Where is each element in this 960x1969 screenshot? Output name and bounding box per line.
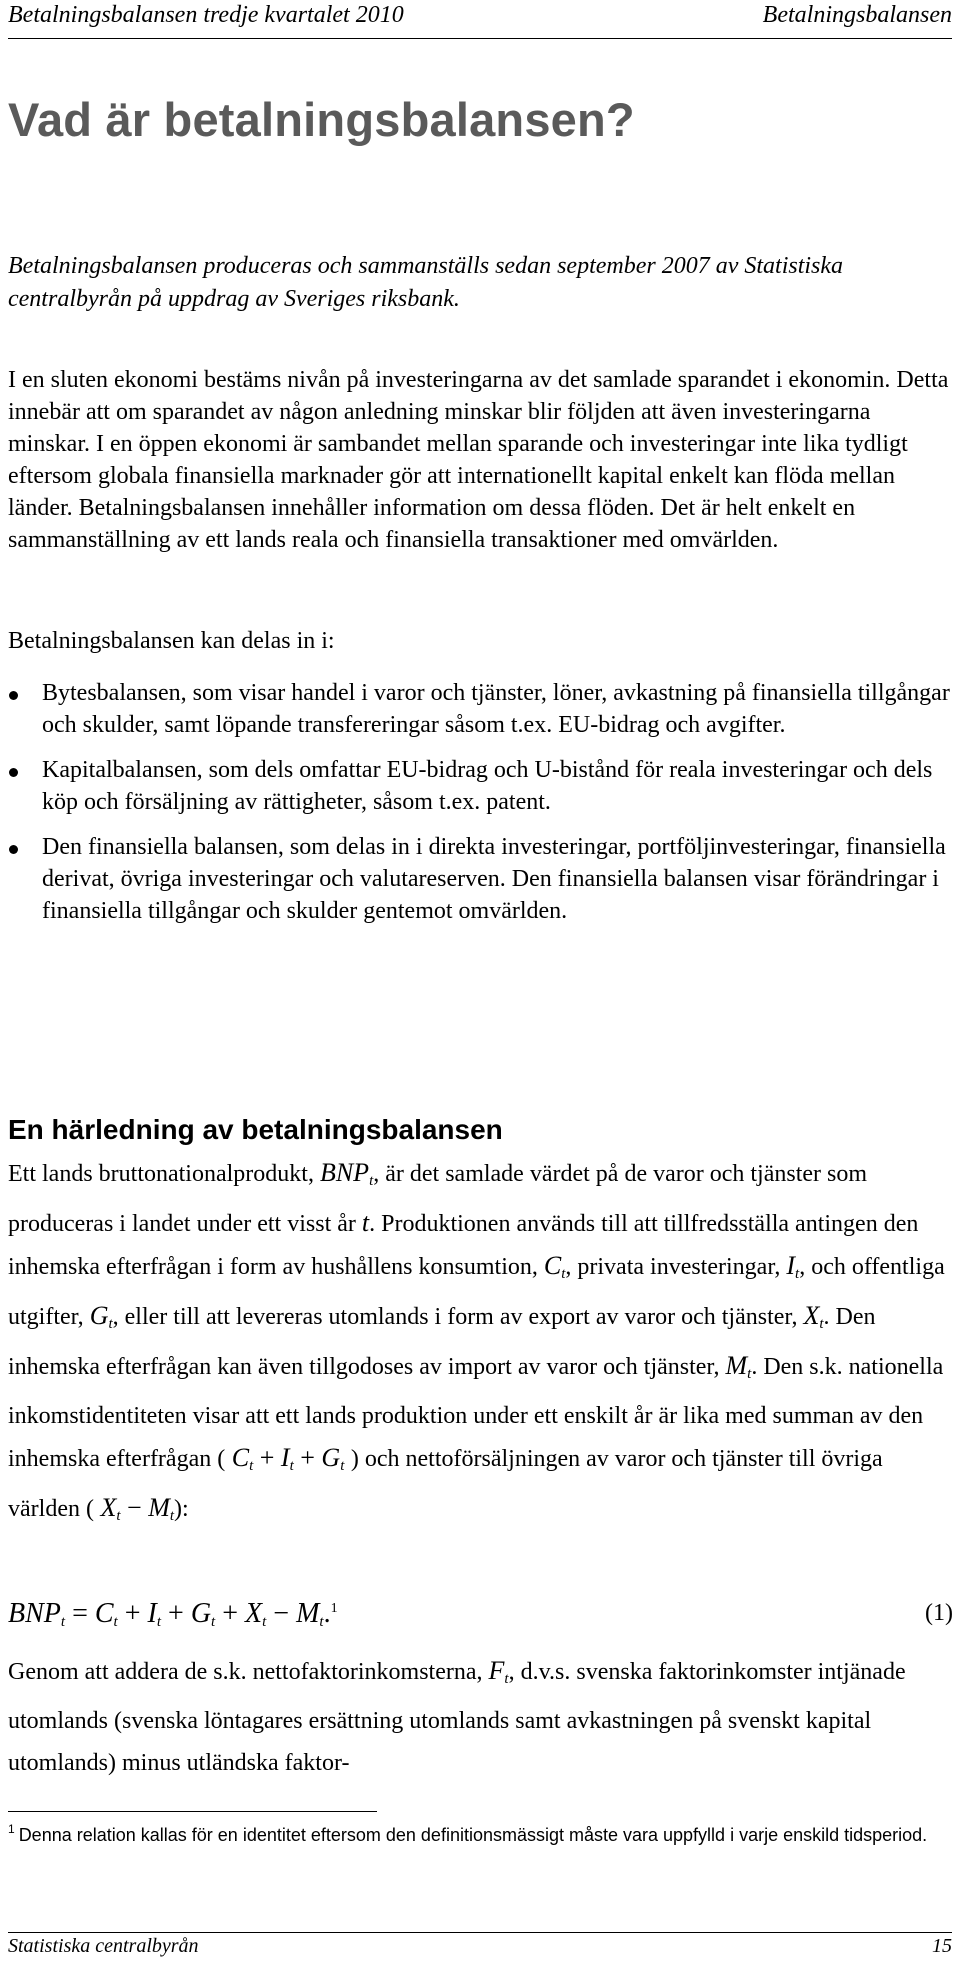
paragraph-closed-open-economy: I en sluten ekonomi bestäms nivån på investeringarna av det samlade sparandet i ekonomin. Detta innebär att om sparandet av någon anledning minskar blir följden att även investeringarna minskar. I en öppen ekonomi är sambandet mellan sparande och investeringar inte lika tydligt eftersom globala finansiella marknader gör att internationellt kapital enkelt kan flöda mellan länder. Betalningsbalansen innehåller information om dessa flöden. Det är helt enkelt en sammanställning av ett lands reala och finansiella transaktioner med omvärlden.	[8, 367, 949, 553]
footnote-reference[interactable]: 1	[330, 1601, 338, 1616]
symbol-t: t	[361, 1208, 370, 1237]
footnote-text: Denna relation kallas för en identitet eftersom den definitionsmässigt måste vara uppfylld i varje enskild tidsperiod.	[18, 1825, 928, 1845]
list-item-text: Den finansiella balansen, som delas in i direkta investeringar, portföljinvesteringar, finansiella derivat, övriga investeringar och valutareserven. Den finansiella balansen visar förändringar i finansiella tillgångar och skulder gentemot omvärlden.	[42, 834, 946, 924]
page-number: 15	[932, 1935, 952, 1957]
footer-publisher: Statistiska centralbyrån	[8, 1935, 199, 1957]
bullet-icon	[9, 691, 18, 700]
list-item-text: Bytesbalansen, som visar handel i varor och tjänster, löner, avkastning på finansiella tillgångar och skulder, samt löpande transfereringar såsom t.ex. EU-bidrag och avgifter.	[42, 680, 950, 738]
bullet-icon	[9, 845, 18, 854]
page-title: Vad är betalningsbalansen?	[8, 93, 635, 146]
text-run: Ett lands bruttonationalprodukt,	[8, 1161, 320, 1187]
footnote-rule	[8, 1811, 377, 1812]
list-item-text: Kapitalbalansen, som dels omfattar EU-bidrag och U-bistånd för reala investeringar och dels köp och försäljning av rättigheter, såsom t.ex. patent.	[42, 757, 933, 815]
text-run: , privata investeringar,	[565, 1254, 787, 1280]
list-item-finansiella-balansen	[8, 831, 953, 927]
text-run: . Den inhemska efterfrågan kan även tillgodoses av import av varor och tjänster,	[8, 1304, 876, 1380]
symbol-x: $X_t$	[803, 1301, 824, 1332]
section-heading: En härledning av betalningsbalansen	[8, 1114, 503, 1145]
text-run: , d.v.s. svenska faktorinkomster intjänade utomlands (svenska löntagares ersättning utomlands samt avkastningen på svenskt kapital utomlands) minus utländska faktor-	[8, 1659, 906, 1776]
text-run: , är det samlade värdet på de varor och tjänster som produceras i landet under ett visst år	[8, 1161, 868, 1237]
running-header-left: Betalningsbalansen tredje kvartalet 2010	[8, 2, 404, 28]
footnote-mark: 1	[8, 1822, 15, 1836]
symbol-g: $G_t$	[89, 1301, 113, 1332]
symbol-bnp: $BNP_t$	[319, 1158, 374, 1189]
symbol-c: $C_t$	[543, 1251, 566, 1282]
text-run: . Produktionen används till att tillfredsställa antingen den inhemska efterfrågan i form av hushållens konsumtion,	[8, 1211, 919, 1280]
bullet-icon	[9, 768, 18, 777]
equation-body: $BNP_t = C_t + I_t + G_t + X_t - M_t.^1$	[8, 1598, 338, 1630]
symbol-f: $F_t$	[488, 1656, 509, 1687]
paragraph-factor-income	[8, 1650, 953, 1784]
equation-number: (1)	[925, 1600, 953, 1626]
text-run: Genom att addera de s.k. nettofaktorinkomsterna,	[8, 1659, 489, 1685]
component-list	[8, 677, 953, 940]
inline-net-exports: $X_t - M_t$	[100, 1493, 175, 1524]
running-header-right: Betalningsbalansen	[762, 2, 952, 28]
text-run: , eller till att levereras utomlands i form av export av varor och tjänster,	[112, 1304, 804, 1330]
symbol-i: $I_t$	[786, 1251, 800, 1282]
intro-paragraph: Betalningsbalansen produceras och sammanställs sedan september 2007 av Statistiska centralbyrån på uppdrag av Sveriges riksbank.	[8, 253, 844, 312]
footnote	[8, 1816, 953, 1849]
text-run: . Den s.k. nationella inkomstidentiteten visar att ett lands produktion under ett enskilt år är lika med summan av den inhemska efterfrågan (	[8, 1354, 944, 1472]
header-rule	[8, 38, 952, 39]
text-run: ) och nettoförsäljningen av varor och tjänster till övriga världen (	[8, 1446, 883, 1522]
derivation-paragraph	[8, 1152, 953, 1537]
list-item-kapitalbalansen	[8, 754, 953, 818]
footer-rule	[8, 1932, 952, 1933]
equation-1	[8, 1598, 953, 1638]
text-run: ):	[174, 1496, 189, 1522]
symbol-m: $M_t$	[725, 1351, 752, 1382]
text-run: , och offentliga utgifter,	[8, 1254, 945, 1330]
paragraph-components-intro: Betalningsbalansen kan delas in i:	[8, 628, 335, 654]
list-item-bytesbalansen	[8, 677, 953, 741]
inline-sum-domestic-demand: $C_t + I_t + G_t$	[231, 1443, 345, 1474]
